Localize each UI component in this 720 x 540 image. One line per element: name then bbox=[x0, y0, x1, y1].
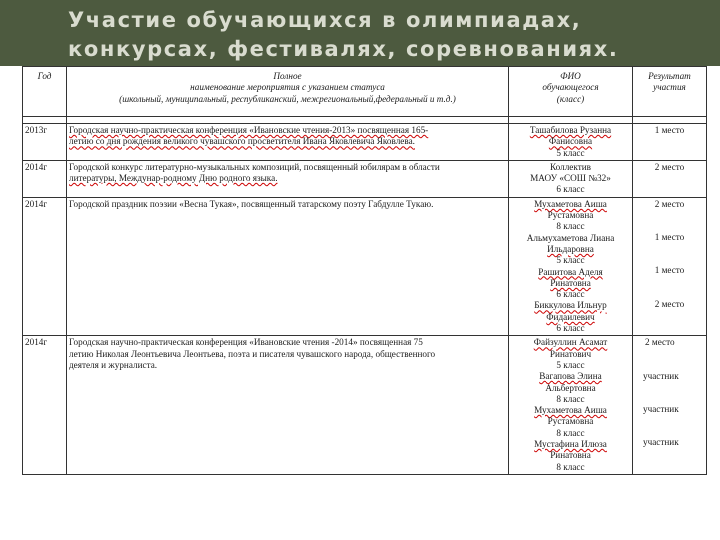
row-year: 2014г bbox=[23, 197, 67, 336]
row-students: Файзуллин Асамат Ринатович 5 класс Вагапова Элина Альбертовна 8 класс Мухаметова Аиша Рустамовна 8 класс Мустафина Илюза Ринатовна 8 класс bbox=[509, 336, 633, 475]
row-students: Ташабилова Рузанна Фанисовна 5 класс bbox=[509, 124, 633, 161]
table-row bbox=[23, 124, 707, 161]
table-row bbox=[23, 336, 707, 475]
header-year: Год bbox=[23, 67, 67, 117]
document-sheet bbox=[22, 66, 706, 540]
slide-title-line-1: Участие обучающихся в олимпиадах, bbox=[68, 8, 582, 32]
row-event: Городской конкурс литературно-музыкальных композиций, посвященный юбилярам в области литературы, Междунар-родному Дню родного языка. bbox=[67, 160, 509, 197]
row-year: 2014г bbox=[23, 160, 67, 197]
row-result: 2 место 1 место 1 место 2 место bbox=[633, 197, 707, 336]
table-row bbox=[23, 197, 707, 336]
row-year: 2014г bbox=[23, 336, 67, 475]
row-result: 1 место bbox=[633, 124, 707, 161]
row-event: Городская научно-практическая конференция «Ивановские чтения-2013» посвященная 165- летию со дня рождения великого чувашского просветителя Ивана Яковлевича Яковлева. bbox=[67, 124, 509, 161]
olympiad-table bbox=[22, 66, 707, 475]
row-students: Мухаметова Аиша Рустамовна 8 класс Альмухаметова Лиана Ильдаровна 5 класс Рашитова Аделя Ринатовна 6 класс Биккулова Ильнур Фидаилевич 6 класс bbox=[509, 197, 633, 336]
header-event-name: Полное наименование мероприятия с указанием статуса (школьный, муниципальный, республиканский, межрегиональный,федеральный и т.д.) bbox=[67, 67, 509, 117]
slide-header bbox=[0, 0, 720, 66]
table-header-row bbox=[23, 67, 707, 117]
slide-title-line-2: конкурсах, фестивалях, соревнованиях. bbox=[68, 37, 619, 61]
header-result: Результат участия bbox=[633, 67, 707, 117]
slide-title bbox=[68, 6, 718, 64]
row-result: 2 место участник участник участник bbox=[633, 336, 707, 475]
row-result: 2 место bbox=[633, 160, 707, 197]
row-event: Городской праздник поэзии «Весна Тукая», посвященный татарскому поэту Габдулле Тукаю. bbox=[67, 197, 509, 336]
row-year: 2013г bbox=[23, 124, 67, 161]
row-event: Городская научно-практическая конференция «Ивановские чтения -2014» посвященная 75 летию Николая Леонтьевича Леонтьева, поэта и писателя чувашского народа, общественного деятеля и журналиста. bbox=[67, 336, 509, 475]
table-row bbox=[23, 160, 707, 197]
table-spacer-row bbox=[23, 117, 707, 124]
row-students: Коллектив МАОУ «СОШ №32» 6 класс bbox=[509, 160, 633, 197]
header-student: ФИО обучающегося (класс) bbox=[509, 67, 633, 117]
